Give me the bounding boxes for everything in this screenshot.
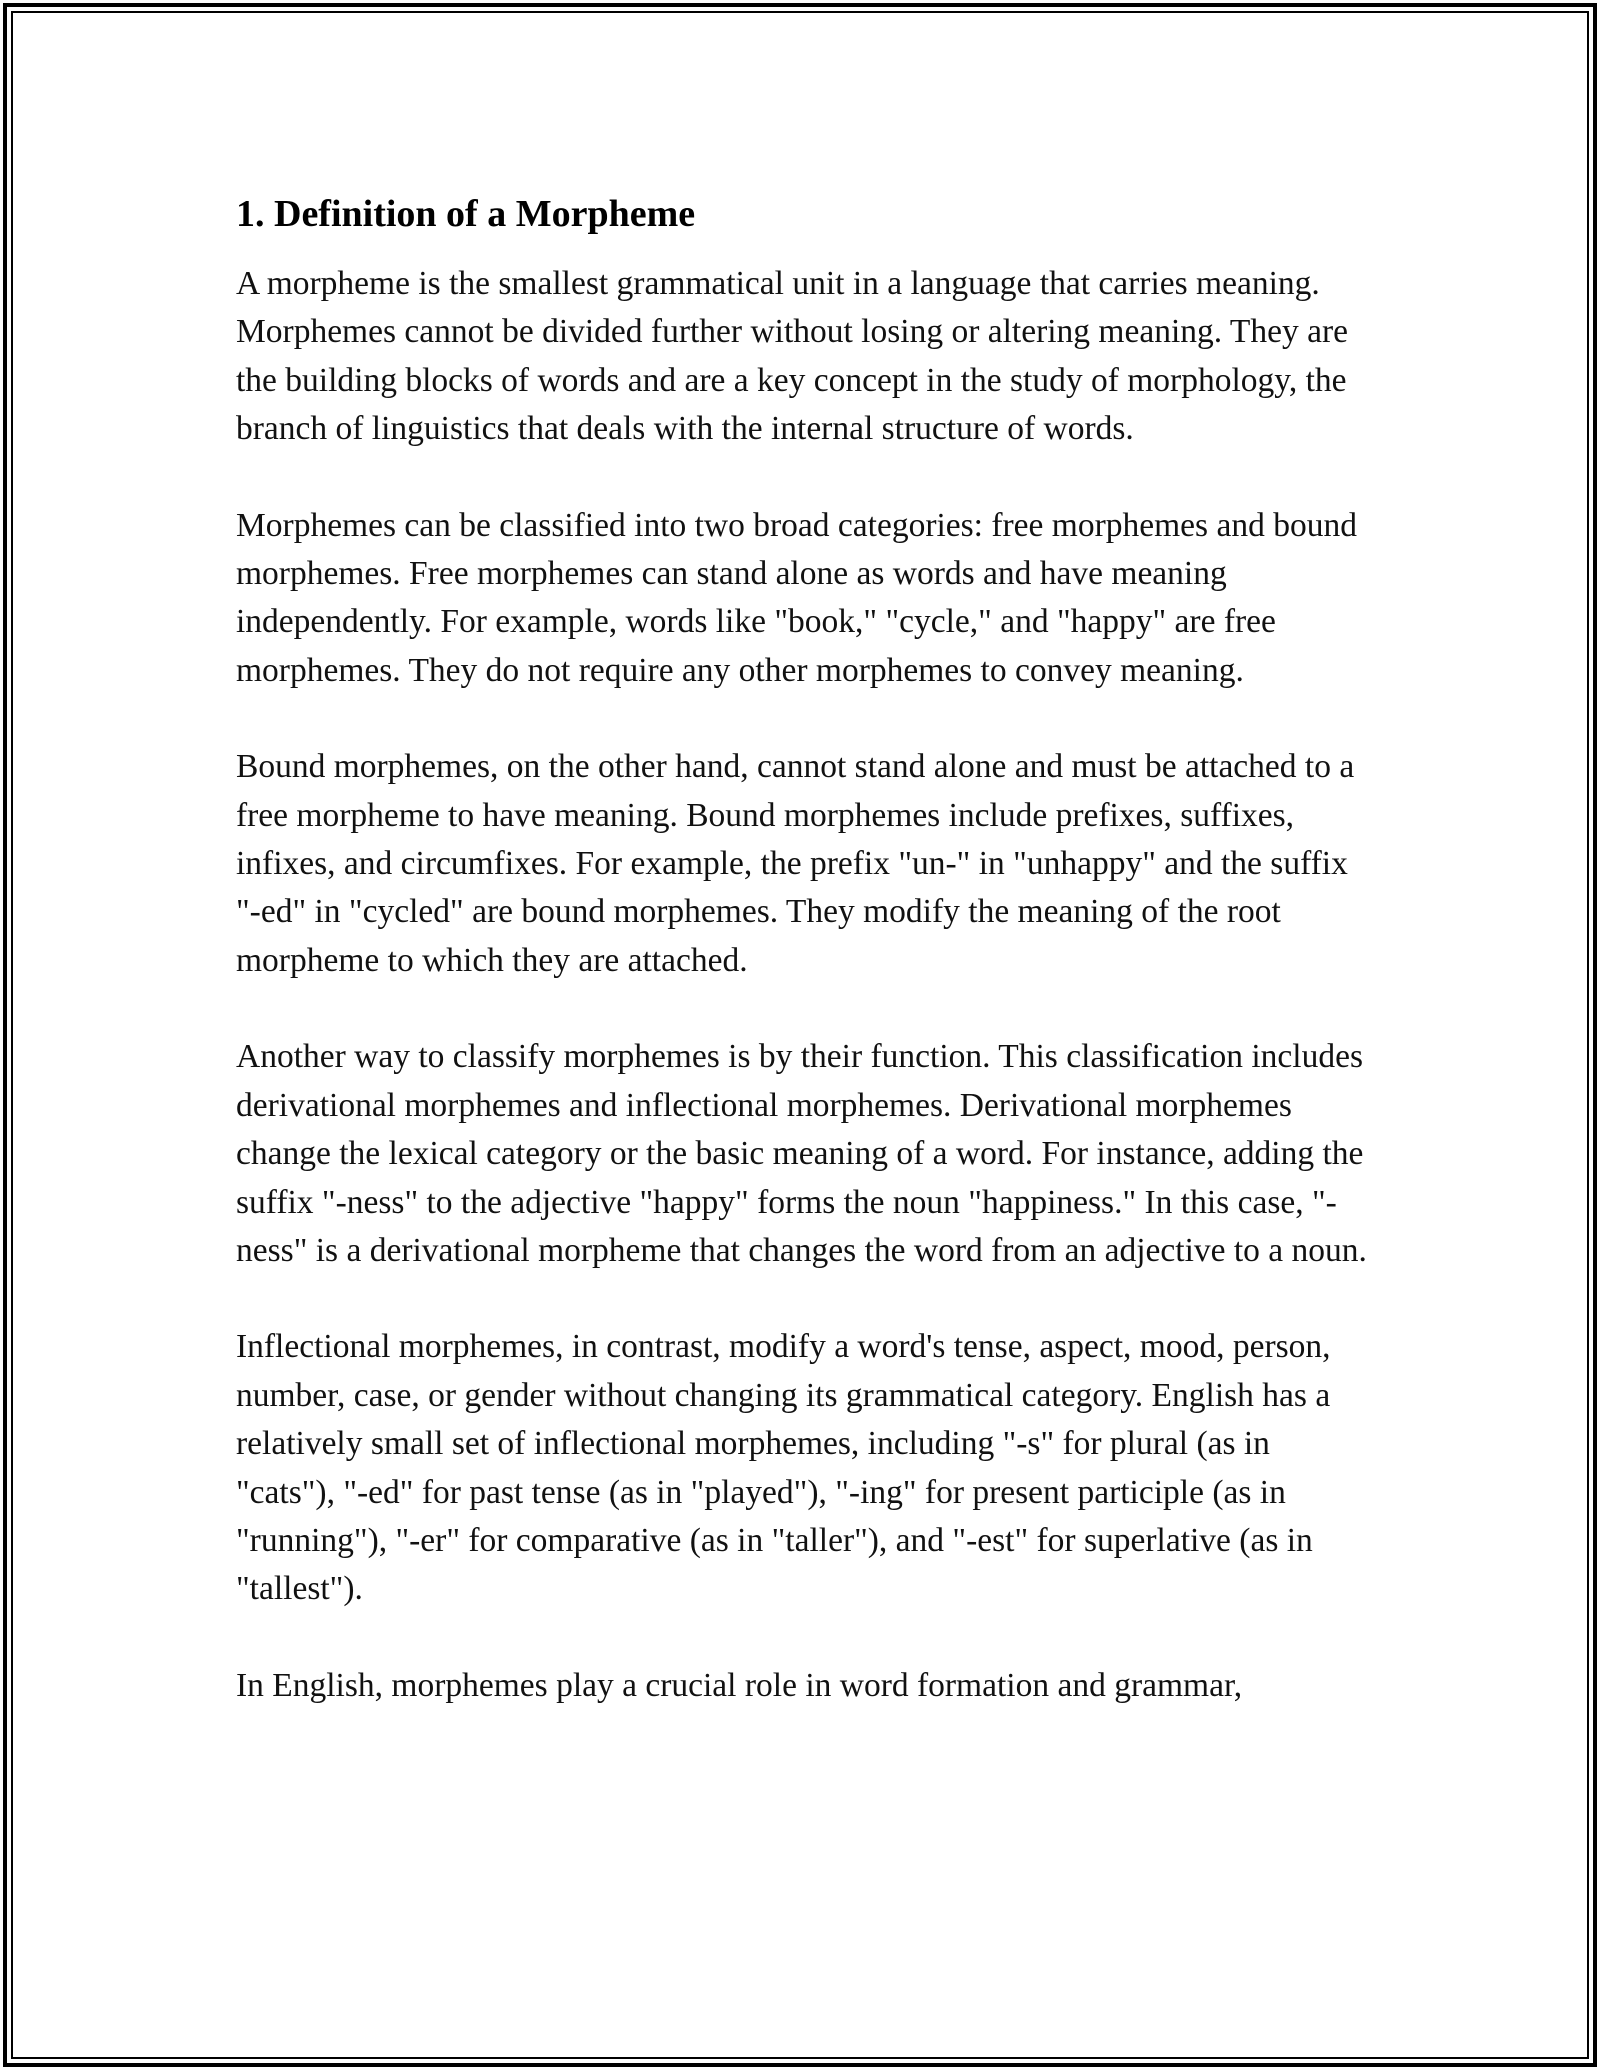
spacer: [236, 985, 1376, 1033]
spacer: [236, 454, 1376, 502]
paragraph-english-morphemes: In English, morphemes play a crucial role in word formation and grammar,: [236, 1666, 1243, 1704]
paragraph-morpheme-definition: A morpheme is the smallest grammatical unit in a language that carries meaning. Morphemes cannot be divided further without losing or altering meaning. They are the building blocks of words and are a key concept in the study of morphology, the branch of linguistics that deals with the internal structure of words.: [236, 265, 1349, 448]
spacer: [236, 242, 1376, 260]
spacer: [236, 1275, 1376, 1323]
spacer: [236, 1614, 1376, 1662]
paragraph-free-morphemes: Morphemes can be classified into two broad categories: free morphemes and bound morphemes. Free morphemes can stand alone as words and have meaning independently. For example, words like "book," "cycle," and "happy" are free morphemes. They do not require any other morphemes to convey meaning.: [236, 506, 1357, 689]
section-heading: 1. Definition of a Morpheme: [236, 193, 696, 235]
paragraph-derivational-morphemes: Another way to classify morphemes is by their function. This classification includes derivational morphemes and inflectional morphemes. Derivational morphemes change the lexical category or the basic meaning of a word. For instance, adding the suffix "-ness" to the adjective "happy" forms the noun "happiness." In this case, "-ness" is a derivational morpheme that changes the word from an adjective to a noun.: [236, 1038, 1367, 1269]
document-body: [236, 186, 1376, 1710]
paragraph-inflectional-morphemes: Inflectional morphemes, in contrast, modify a word's tense, aspect, mood, person, number, case, or gender without changing its grammatical category. English has a relatively small set of inflectional morphemes, including "-s" for plural (as in "cats"), "-ed" for past tense (as in "played"), "-ing" for present participle (as in "running"), "-er" for comparative (as in "taller"), and "-est" for superlative (as in "tallest").: [236, 1328, 1331, 1608]
spacer: [236, 695, 1376, 743]
paragraph-bound-morphemes: Bound morphemes, on the other hand, cannot stand alone and must be attached to a free morpheme to have meaning. Bound morphemes include prefixes, suffixes, infixes, and circumfixes. For example, the prefix "un-" in "unhappy" and the suffix "-ed" in "cycled" are bound morphemes. They modify the meaning of the root morpheme to which they are attached.: [236, 748, 1355, 979]
